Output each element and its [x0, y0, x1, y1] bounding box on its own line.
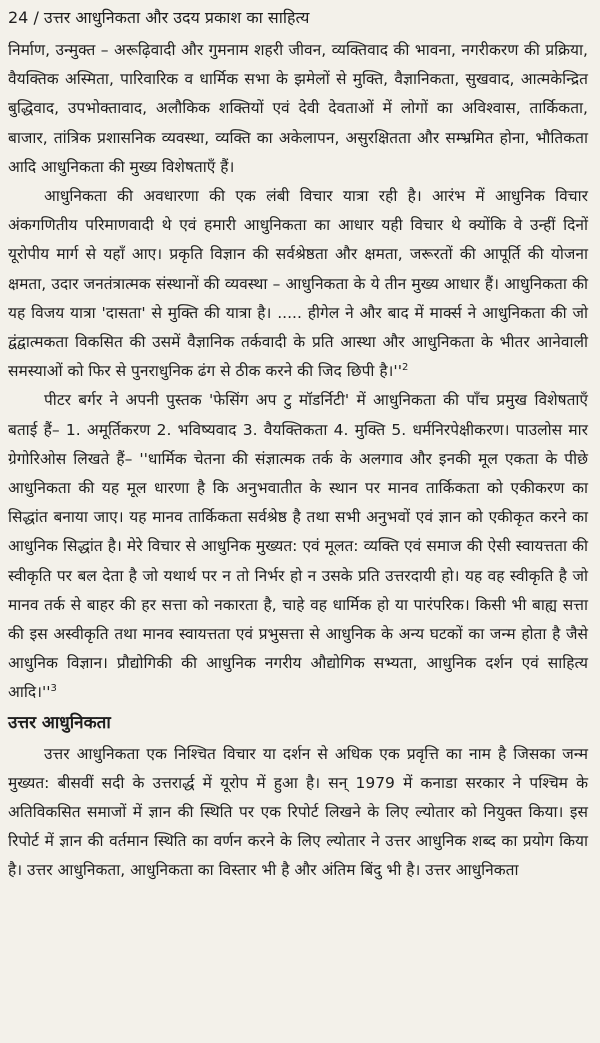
paragraph-1: निर्माण, उन्मुक्त – अरूढ़िवादी और गुमनाम शहरी जीवन, व्यक्तिवाद की भावना, नगरीकरण की प्रक्रिया, वैयक्तिक अस्मिता, पारिवारिक व धार्मिक सभा के झमेलों से मुक्ति, वैज्ञानिकता, सुखवाद, आत्मकेन्द्रित बुद्धिवाद, उपभोक्तावाद, अलौकिक शक्तियों एवं देवी देवताओं में लोगों का अविश्वास, तार्किकता, बाजार, तांत्रिक प्रशासनिक व्यवस्था, व्यक्ति का अकेलापन, असुरक्षितता और सम्भ्रमित होना, भौतिकता आदि आधुनिकता की मुख्य विशेषताएँ हैं।: [8, 41, 588, 176]
paragraph-4: उत्तर आधुनिकता एक निश्चित विचार या दर्शन से अधिक एक प्रवृत्ति का नाम है जिसका जन्म मुख्यत: बीसवीं सदी के उत्तरार्द्ध में यूरोप में हुआ है। सन् 1979 में कनाडा सरकार ने पश्चिम के अतिविकसित समाजों में ज्ञान की स्थिति पर एक रिपोर्ट लिखने के लिए ल्योतार को नियुक्त किया। इस रिपोर्ट में ज्ञान की वर्तमान स्थिति का वर्णन करने के लिए ल्योतार ने उत्तर आधुनिक शब्द का प्रयोग किया है। उत्तर आधुनिकता, आधुनिकता का विस्तार भी है और अंतिम बिंदु भी है। उत्तर आधुनिकता: [8, 744, 588, 880]
section-heading: उत्तर आधुनिकता: [8, 712, 111, 733]
running-head: 24 / उत्तर आधुनिकता और उदय प्रकाश का साहित्य: [8, 8, 310, 27]
running-title: उत्तर आधुनिकता और उदय प्रकाश का साहित्य: [43, 8, 310, 27]
page-number: 24: [8, 8, 29, 27]
paragraph-3-text: पीटर बर्गर ने अपनी पुस्तक 'फेसिंग अप टु मॉडर्निटी' में आधुनिकता की पाँच प्रमुख विशेषताएँ बताई हैं– 1. अमूर्तिकरण 2. भविष्यवाद 3. वैयक्तिकता 4. मुक्ति 5. धर्मनिरपेक्षीकरण। पाउलोस मार ग्रेगोरिओस लिखते हैं– ''धार्मिक चेतना की संज्ञात्मक तर्क के अलगाव और इनकी मूल एकता के पीछे आधुनिकता की यह मूल धारणा है कि अनुभवातीत के स्थान पर मानव तार्किकता को एकीकरण का सिद्धांत बनाया जाए। यह मानव तार्किकता सर्वश्रेष्ठ है तथा सभी अनुभवों एवं ज्ञान को एकीकृत करने का आधुनिक सिद्धांत है। मेरे विचार से आधुनिक मुख्यत: एवं मूलत: व्यक्ति एवं समाज की ऐसी स्वायत्तता की स्वीकृति पर बल देता है जो यथार्थ पर न तो निर्भर हो न उसके प्रति उत्तरदायी हो। यह वह स्वीकृति है जो मानव तर्क से बाहर की हर सत्ता को नकारता है, चाहे वह धार्मिक हो या पारंपरिक। किसी भी बाह्य सत्ता की इस अस्वीकृति तथा मानव स्वायत्तता एवं प्रभुसत्ता से आधुनिक के अन्य घटकों का जन्म होता है जैसे आधुनिक विज्ञान। प्रौद्योगिकी की आधुनिक नगरीय औद्योगिक सभ्यता, आधुनिक दर्शन एवं साहित्य आदि।'': [8, 391, 588, 702]
paragraph-2: [8, 182, 588, 386]
paragraph-2-text: आधुनिकता की अवधारणा की एक लंबी विचार यात्रा रही है। आरंभ में आधुनिक विचार अंकगणितीय परिमाणवादी थे एवं हमारी आधुनिकता का आधार यही विचार थे क्योंकि वे उन्हीं दिनों यूरोपीय मार्ग से यहाँ आए। प्रकृति विज्ञान की सर्वश्रेष्ठता और क्षमता, जरूरतों की आपूर्ति की योजना क्षमता, उदार जनतंत्रात्मक संस्थानों की व्यवस्था – आधुनिकता के ये तीन मुख्य आधार हैं। आधुनिकता की यह विजय यात्रा 'दासता' से मुक्ति की यात्रा है। ..... हीगेल ने और बाद में मार्क्स ने आधुनिकता की जो द्वंद्वात्मकता विकसित की उसमें वैज्ञानिक तर्कवादी के प्रति आस्था और आधुनिकता के भीतर आनेवाली समस्याओं को फिर से पुनराधुनिक ढंग से ठीक करने की जिद छिपी है।'': [8, 187, 588, 381]
footnote-mark: 2: [401, 362, 409, 374]
paragraph-3: [8, 386, 588, 707]
footnote-mark: 3: [50, 683, 57, 695]
